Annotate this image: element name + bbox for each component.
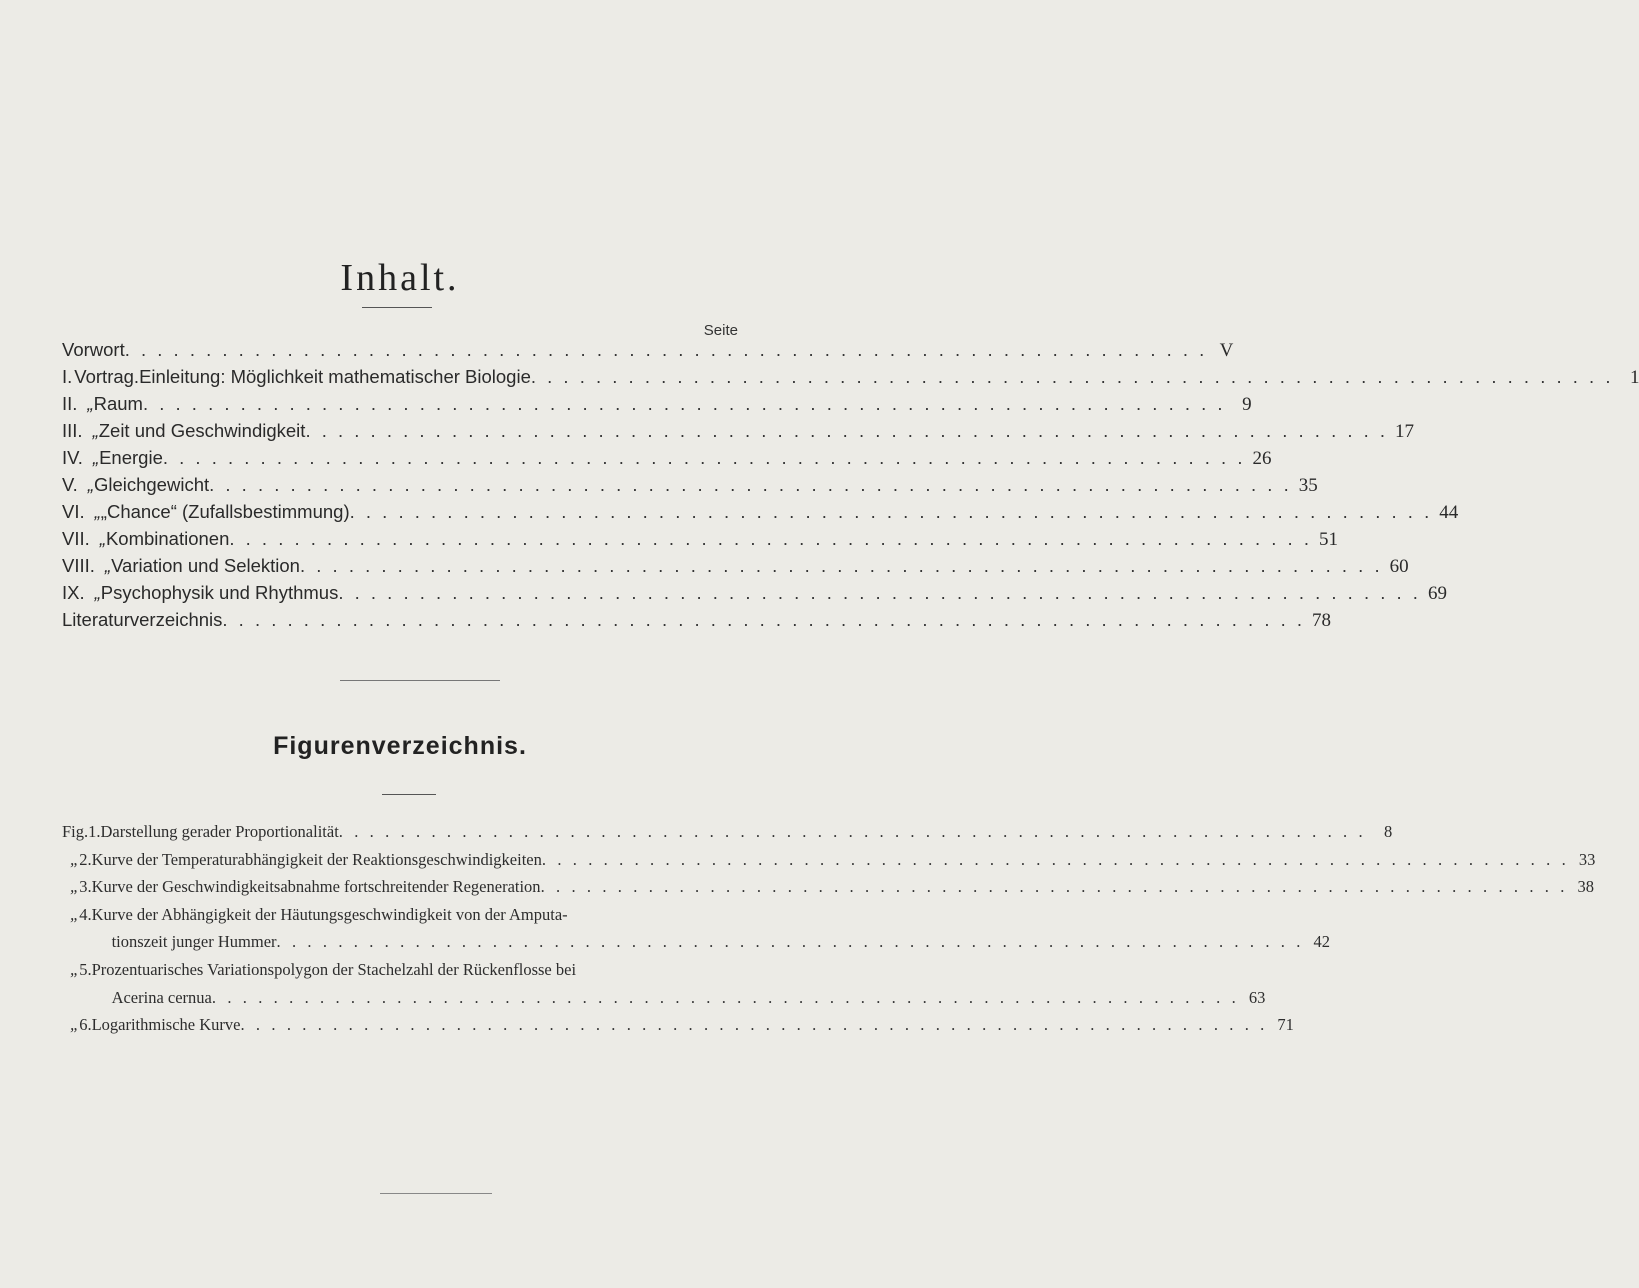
figure-entry (62, 818, 1393, 846)
toc-entry-page: 26 (1252, 448, 1272, 469)
page-title: Inhalt. (340, 257, 460, 299)
figure-entry (62, 846, 1596, 874)
toc-entry-title: Gleichgewicht (93, 474, 210, 495)
ditto-mark: „ (92, 420, 99, 441)
figure-caption: Kurve der Abhängigkeit der Häutungsgeschwindigkeit von der Amputa- (91, 904, 568, 924)
figure-caption: Prozentuarisches Variationspolygon der Stachelzahl der Rückenflosse bei (91, 959, 577, 979)
figure-caption: Kurve der Geschwindigkeitsabnahme fortschreitender Regeneration (91, 877, 541, 897)
toc-entry-number: IX. (62, 582, 85, 603)
dot-leader (125, 336, 1208, 363)
toc-entry-number: V. (62, 474, 78, 495)
figure-caption: Kurve der Temperaturabhängigkeit der Reaktionsgeschwindigkeiten (91, 849, 542, 869)
toc-entry-type: Vortrag. (74, 366, 140, 387)
dot-leader (542, 846, 1569, 874)
dot-leader (300, 552, 1383, 579)
divider (362, 307, 432, 308)
ditto-mark: „ (92, 447, 100, 468)
figure-page: 71 (1277, 1015, 1294, 1035)
toc-entry-page: 78 (1312, 610, 1332, 631)
toc-entry-page: V (1219, 340, 1234, 361)
figure-number: 3. (79, 877, 92, 897)
dot-leader (531, 363, 1614, 390)
ditto-mark: „ (99, 528, 106, 549)
toc-entry-title: Zeit und Geschwindigkeit (98, 420, 306, 441)
figure-number: 4. (79, 904, 92, 924)
toc-entry-vorwort (62, 336, 1234, 363)
divider (380, 1193, 492, 1194)
toc-entry-page: 69 (1427, 583, 1447, 604)
figure-number: 1. (88, 822, 101, 841)
toc-entry (62, 471, 1318, 498)
ditto-mark: „ (70, 904, 80, 924)
dot-leader (143, 390, 1226, 417)
dot-leader (229, 525, 1312, 552)
dot-leader (339, 818, 1366, 846)
toc-entry-number: III. (62, 420, 83, 441)
toc-entry-title: Raum (93, 393, 143, 414)
ditto-mark: „ (87, 474, 94, 495)
toc-entry-page: 51 (1318, 529, 1338, 550)
toc-entry-page: 17 (1395, 421, 1415, 442)
table-of-contents (62, 336, 1639, 633)
toc-entry-title: Einleitung: Möglichkeit mathematischer Biologie (139, 366, 531, 387)
divider (382, 794, 436, 795)
toc-entry-number: I. (62, 366, 73, 387)
toc-entry-title: Psychophysik und Rhythmus (100, 582, 339, 603)
toc-entry-number: VIII. (62, 555, 95, 576)
toc-entry-number: VI. (62, 501, 85, 522)
toc-entry-number: II. (62, 393, 78, 414)
toc-entry (62, 552, 1409, 579)
figure-list (62, 818, 1596, 1039)
toc-entry-literatur (62, 606, 1332, 633)
dot-leader (212, 984, 1239, 1012)
page-column-header: Seite (703, 322, 738, 339)
toc-entry-title: Energie (99, 447, 163, 468)
figures-title: Figurenverzeichnis. (273, 732, 527, 760)
ditto-mark: „ (94, 501, 101, 522)
toc-entry-number: VII. (62, 528, 90, 549)
toc-entry-title: Literaturverzeichnis (62, 609, 223, 630)
toc-entry-title: „Chance“ (Zufallsbestimmung) (100, 501, 350, 522)
ditto-mark: „ (87, 393, 94, 414)
figure-entry (62, 956, 1266, 1011)
dot-leader (350, 498, 1433, 525)
toc-entry (62, 444, 1272, 471)
toc-entry-number: IV. (62, 447, 83, 468)
ditto-mark: „ (94, 582, 101, 603)
figure-number: 2. (79, 849, 92, 869)
toc-entry-title: Kombinationen (105, 528, 230, 549)
dot-leader (163, 444, 1246, 471)
dot-leader (277, 928, 1304, 956)
dot-leader (338, 579, 1421, 606)
dot-leader (222, 606, 1305, 633)
toc-entry (62, 390, 1252, 417)
ditto-mark: „ (70, 1015, 80, 1035)
figure-caption: Darstellung gerader Proportionalität (100, 822, 339, 841)
figure-number: 5. (79, 959, 92, 979)
toc-entry-title: Variation und Selektion (111, 555, 300, 576)
toc-entry (62, 417, 1415, 444)
ditto-mark: „ (104, 555, 112, 576)
toc-entry-page: 35 (1298, 475, 1318, 496)
toc-entry (62, 363, 1639, 390)
figure-page: 63 (1248, 987, 1266, 1007)
toc-entry-page: 60 (1389, 556, 1409, 577)
ditto-mark: „ (70, 959, 80, 979)
figure-page: 38 (1577, 877, 1594, 897)
dot-leader (240, 1011, 1267, 1039)
dot-leader (305, 417, 1388, 444)
figure-number: 6. (79, 1015, 92, 1035)
figure-page: 33 (1578, 849, 1596, 869)
figure-caption: Logarithmische Kurve (91, 1015, 241, 1035)
figure-entry (62, 901, 1330, 956)
figure-page: 8 (1383, 822, 1393, 841)
figure-label: Fig. (62, 822, 89, 841)
dot-leader (541, 873, 1568, 901)
toc-entry-page: 9 (1242, 394, 1252, 415)
figure-caption-continued: tionszeit junger Hummer (111, 932, 277, 952)
figure-page: 42 (1313, 932, 1330, 952)
toc-entry (62, 525, 1338, 552)
figure-entry (62, 1011, 1294, 1039)
toc-entry-page: 1 (1629, 367, 1639, 388)
ditto-mark: „ (70, 849, 80, 869)
toc-entry (62, 579, 1447, 606)
toc-entry-page: 44 (1439, 502, 1459, 523)
toc-entry (62, 498, 1459, 525)
ditto-mark: „ (70, 877, 80, 897)
toc-entry-title: Vorwort (62, 339, 125, 360)
figure-caption-continued: Acerina cernua (111, 987, 212, 1007)
divider (340, 680, 500, 681)
figure-entry (62, 873, 1594, 901)
dot-leader (209, 471, 1292, 498)
